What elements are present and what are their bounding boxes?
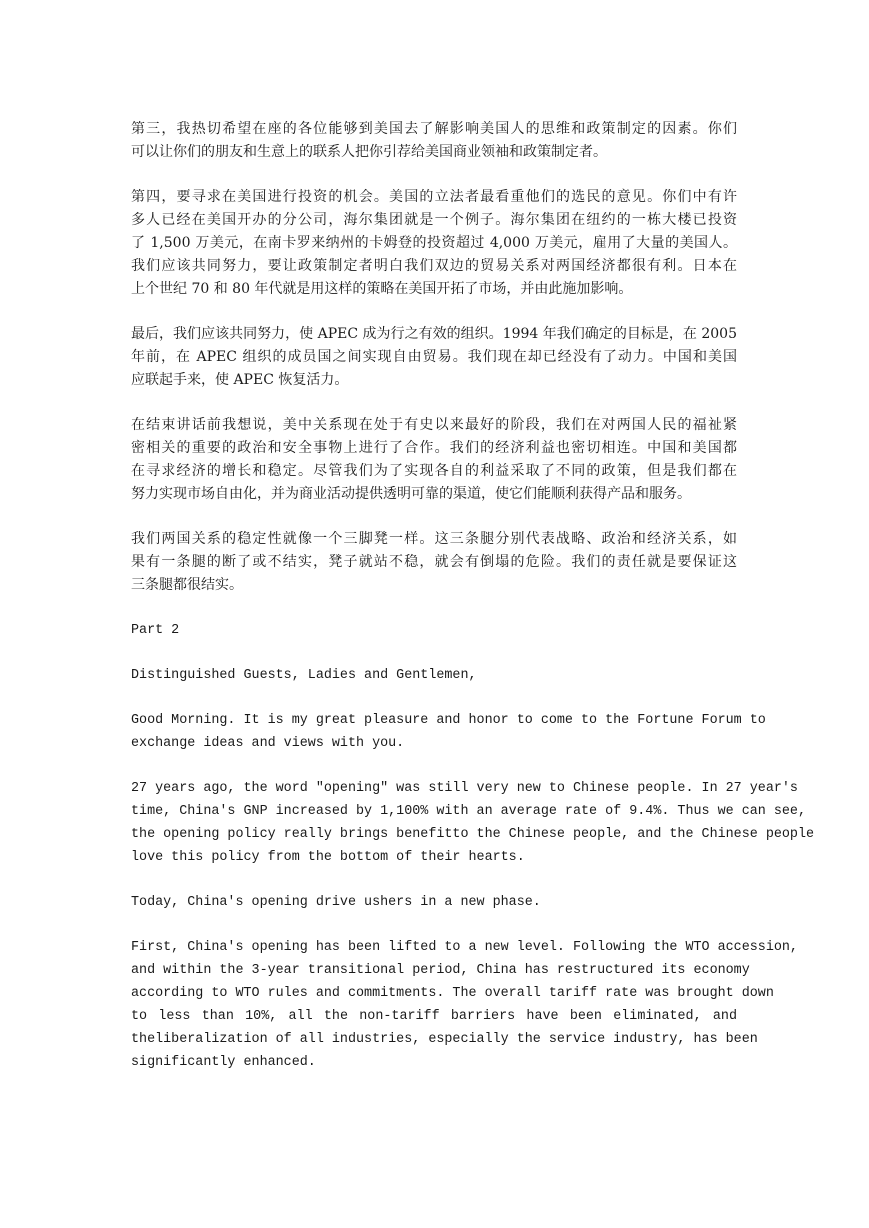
paragraph-closing-remarks bbox=[131, 414, 737, 506]
paragraph-salutation bbox=[131, 664, 737, 687]
paragraph-opening-history bbox=[131, 777, 815, 869]
text-line: time, China's GNP increased by 1,100% with an average rate of 9.4%. Thus we can see, bbox=[131, 804, 806, 819]
text-line: to less than 10%, all the non-tariff barriers have been eliminated, and bbox=[131, 1009, 737, 1024]
text-line: love this policy from the bottom of their hearts. bbox=[131, 850, 525, 865]
text-line: theliberalization of all industries, especially the service industry, has been bbox=[131, 1032, 758, 1047]
text-line: Part 2 bbox=[131, 623, 180, 638]
text-line: 我们应该共同努力，要让政策制定者明白我们双边的贸易关系对两国经济都很有利。日本在 bbox=[131, 258, 737, 274]
text-line: and within the 3-year transitional period, China has restructured its economy bbox=[131, 963, 750, 978]
text-line: 密相关的重要的政治和安全事物上进行了合作。我们的经济利益也密切相连。中国和美国都 bbox=[131, 440, 737, 456]
text-line: Distinguished Guests, Ladies and Gentlemen, bbox=[131, 668, 477, 683]
text-line: according to WTO rules and commitments. The overall tariff rate was brought down bbox=[131, 986, 774, 1001]
text-line: 了 1,500 万美元，在南卡罗来纳州的卡姆登的投资超过 4,000 万美元，雇用了大量的美国人。 bbox=[131, 235, 737, 251]
text-line: 第三，我热切希望在座的各位能够到美国去了解影响美国人的思维和政策制定的因素。你们 bbox=[131, 121, 737, 137]
text-line: 果有一条腿的断了或不结实，凳子就站不稳，就会有倒塌的危险。我们的责任就是要保证这 bbox=[131, 554, 737, 570]
text-line: Good Morning. It is my great pleasure and honor to come to the Fortune Forum to bbox=[131, 713, 766, 728]
text-line: 我们两国关系的稳定性就像一个三脚凳一样。这三条腿分别代表战略、政治和经济关系，如 bbox=[131, 531, 737, 547]
paragraph-first-point bbox=[131, 936, 798, 1074]
paragraph-fourth-point bbox=[131, 186, 737, 301]
paragraph-greeting bbox=[131, 709, 766, 755]
text-line: 应联起手来，使 APEC 恢复活力。 bbox=[131, 372, 349, 388]
paragraph-new-phase bbox=[131, 891, 737, 914]
text-line: 上个世纪 70 和 80 年代就是用这样的策略在美国开拓了市场，并由此施加影响。 bbox=[131, 281, 633, 297]
text-line: 最后，我们应该共同努力，使 APEC 成为行之有效的组织。1994 年我们确定的目标是，在 2005 bbox=[131, 326, 737, 342]
paragraph-third-point bbox=[131, 118, 737, 164]
text-line: 三条腿都很结实。 bbox=[131, 577, 243, 593]
text-line: Today, China's opening drive ushers in a new phase. bbox=[131, 895, 541, 910]
paragraph-apec bbox=[131, 323, 737, 392]
section-heading-part-2 bbox=[131, 619, 737, 642]
text-line: 年前，在 APEC 组织的成员国之间实现自由贸易。我们现在却已经没有了动力。中国和美国 bbox=[131, 349, 737, 365]
text-line: significantly enhanced. bbox=[131, 1055, 316, 1070]
text-line: exchange ideas and views with you. bbox=[131, 736, 405, 751]
text-line: 多人已经在美国开办的分公司，海尔集团就是一个例子。海尔集团在纽约的一栋大楼已投资 bbox=[131, 212, 737, 228]
text-line: 27 years ago, the word "opening" was still very new to Chinese people. In 27 year's bbox=[131, 781, 798, 796]
text-line: 努力实现市场自由化，并为商业活动提供透明可靠的渠道，使它们能顺利获得产品和服务。 bbox=[131, 486, 691, 502]
document-body bbox=[131, 118, 815, 1096]
text-line: 在寻求经济的增长和稳定。尽管我们为了实现各自的利益采取了不同的政策，但是我们都在 bbox=[131, 463, 737, 479]
text-line: the opening policy really brings benefitto the Chinese people, and the Chinese people bbox=[131, 827, 815, 842]
text-line: 在结束讲话前我想说，美中关系现在处于有史以来最好的阶段，我们在对两国人民的福祉紧 bbox=[131, 417, 737, 433]
text-line: 可以让你们的朋友和生意上的联系人把你引荐给美国商业领袖和政策制定者。 bbox=[131, 144, 607, 160]
text-line: First, China's opening has been lifted to a new level. Following the WTO accession, bbox=[131, 940, 798, 955]
paragraph-three-legged-stool bbox=[131, 528, 737, 597]
text-line: 第四，要寻求在美国进行投资的机会。美国的立法者最看重他们的选民的意见。你们中有许 bbox=[131, 189, 737, 205]
